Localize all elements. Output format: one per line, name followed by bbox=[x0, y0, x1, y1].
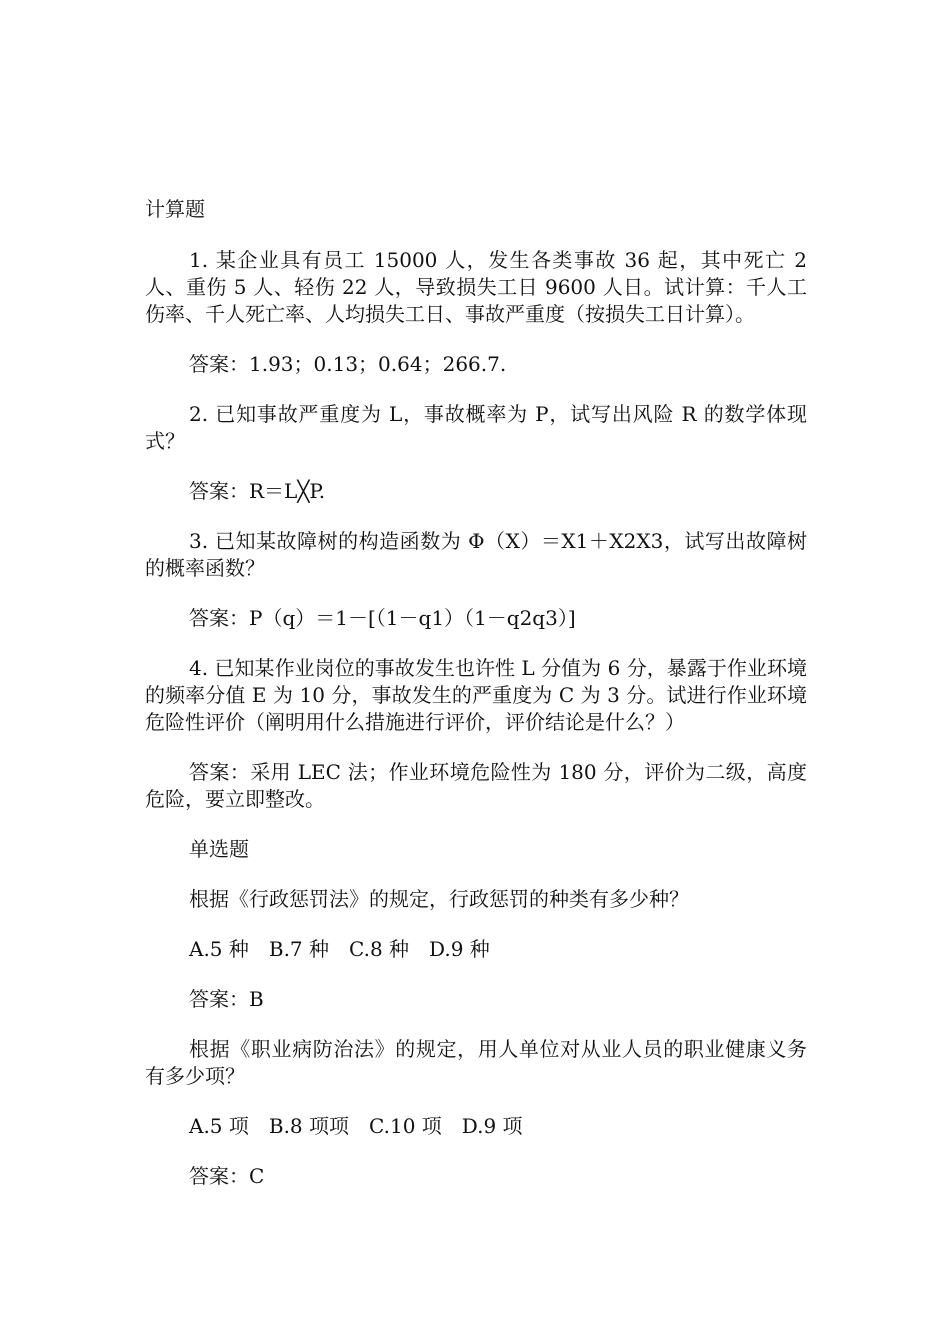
question-2: 2. 已知事故严重度为 L，事故概率为 P，试写出风险 R 的数学体现式？ bbox=[145, 402, 807, 453]
single-options-1: A.5 种 B.7 种 C.8 种 D.9 种 bbox=[189, 937, 490, 961]
section-title-calculation: 计算题 bbox=[145, 197, 205, 221]
document-page bbox=[145, 196, 807, 1213]
question-4: 4. 已知某作业岗位的事故发生也许性 L 分值为 6 分，暴露于作业环境的频率分值 E 为 10 分，事故发生的严重度为 C 为 3 分。试进行作业环境危险性评价（阐明用什么措施进行评价，评价结论是什么？） bbox=[145, 656, 807, 734]
answer-3: 答案：P（q）＝1－[（1－q1）（1－q2q3）] bbox=[189, 606, 576, 630]
question-3: 3. 已知某故障树的构造函数为 Φ（X）＝X1＋X2X3，试写出故障树的概率函数？ bbox=[145, 529, 807, 580]
answer-1: 答案：1.93；0.13；0.64；266.7. bbox=[189, 352, 507, 376]
answer-2: 答案：R＝L╳P. bbox=[189, 479, 326, 503]
answer-4: 答案：采用 LEC 法；作业环境危险性为 180 分，评价为二级，高度危险，要立即整改。 bbox=[145, 760, 807, 811]
question-1: 1. 某企业具有员工 15000 人，发生各类事故 36 起，其中死亡 2 人、重伤 5 人、轻伤 22 人，导致损失工日 9600 人日。试计算：千人工伤率、千人死亡率、人均损失工日、事故严重度（按损失工日计算）。 bbox=[145, 248, 807, 326]
single-options-2: A.5 项 B.8 项项 C.10 项 D.9 项 bbox=[189, 1114, 523, 1138]
single-question-1: 根据《行政惩罚法》的规定，行政惩罚的种类有多少种？ bbox=[189, 887, 689, 911]
single-answer-1: 答案：B bbox=[189, 987, 264, 1011]
single-answer-2: 答案：C bbox=[189, 1164, 265, 1188]
section-title-single-choice: 单选题 bbox=[189, 837, 249, 861]
single-question-2: 根据《职业病防治法》的规定，用人单位对从业人员的职业健康义务有多少项？ bbox=[145, 1037, 807, 1088]
